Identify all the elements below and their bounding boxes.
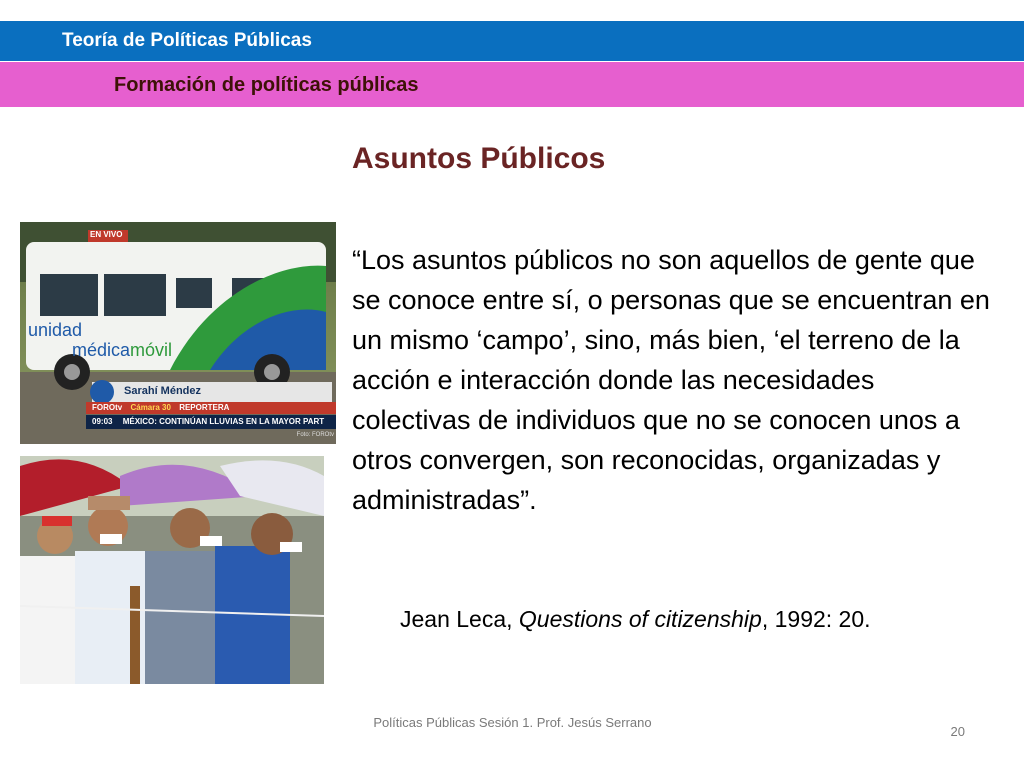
slide-footer: Políticas Públicas Sesión 1. Prof. Jesús Serrano (373, 715, 652, 730)
medical-van-photo (20, 222, 336, 444)
van-text-medica: médica (72, 340, 131, 360)
live-tag: EN VIVO (90, 230, 123, 239)
photo-credit: Foto: FOROtv (296, 432, 334, 438)
role-label: REPORTERA (179, 403, 230, 412)
section-title-bar (0, 62, 1024, 107)
citation-work: Questions of citizenship (518, 606, 762, 632)
ticker-text: MÉXICO: CONTINÚAN LLUVIAS EN LA MAYOR PART (122, 417, 325, 426)
network-name: FOROtv (92, 403, 123, 412)
course-title-bar (0, 21, 1024, 61)
people-with-masks-photo (20, 456, 324, 684)
van-text-unidad: unidad (28, 320, 83, 340)
slide-heading: Asuntos Públicos (352, 142, 606, 175)
citation-details: , 1992: 20. (761, 606, 871, 632)
ticker-time: 09:03 (92, 417, 113, 426)
camera-label: Cámara 30 (130, 403, 171, 412)
ticker-bar (92, 417, 324, 426)
reporter-name: Sarahí Méndez (124, 385, 202, 397)
course-title: Teoría de Políticas Públicas (62, 30, 312, 51)
van-text-medica-movil (72, 340, 172, 361)
lower-third-info (92, 403, 229, 412)
van-text-movil: móvil (130, 340, 173, 360)
quote-citation (400, 606, 871, 633)
public-affairs-quote: “Los asuntos públicos no son aquellos de gente que se conoce entre sí, o personas que se encuentran en un mismo ‘campo’, sino, más bien, ‘el terreno de la acción e interacción donde las necesidades colectivas de individuos que no se conocen unos a otros convergen, son reconocidas, organizadas y administradas”. (352, 245, 990, 515)
crowd-illustration (20, 456, 324, 684)
citation-author: Jean Leca, (400, 606, 519, 632)
section-title: Formación de políticas públicas (114, 74, 419, 96)
page-number: 20 (950, 724, 965, 739)
